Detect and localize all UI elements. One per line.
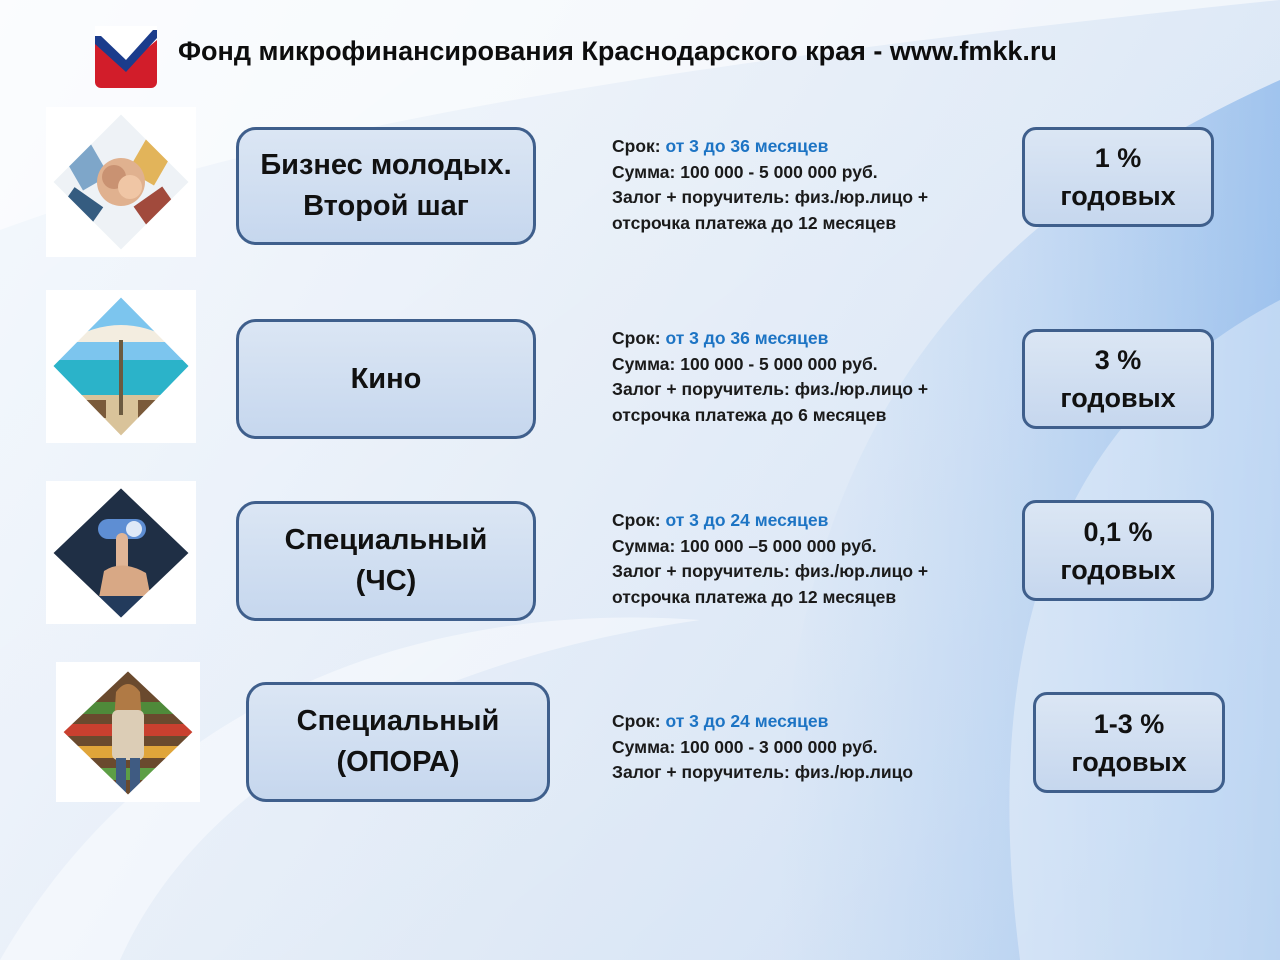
market-shopper-icon: [56, 662, 200, 802]
product-photo-beach: [46, 290, 196, 443]
rate-unit: годовых: [1060, 554, 1176, 585]
product-name-line: Специальный: [284, 524, 488, 556]
product-name-line: Специальный: [296, 705, 500, 737]
term-label: Срок:: [612, 711, 666, 731]
term-line: [612, 134, 992, 160]
rate-unit: годовых: [1071, 746, 1187, 777]
page-title: Фонд микрофинансирования Краснодарского края - www.fmkk.ru: [178, 36, 1057, 66]
product-photo-market: [56, 662, 200, 802]
deferral-line: отсрочка платежа до 6 месяцев: [612, 404, 887, 425]
amount-line: Сумма: 100 000 –5 000 000 руб.: [612, 535, 877, 556]
rate-box: [1022, 500, 1214, 601]
amount-line: Сумма: 100 000 - 5 000 000 руб.: [612, 353, 878, 374]
product-name-box: [236, 501, 536, 621]
product-name-line: (ОПОРА): [336, 746, 460, 778]
product-photo-finger: [46, 481, 196, 624]
finger-toggle-icon: [46, 481, 196, 624]
rate-box: [1033, 692, 1225, 793]
collateral-line: Залог + поручитель: физ./юр.лицо +: [612, 379, 929, 399]
term-line: [612, 508, 992, 534]
term-value: от 3 до 24 месяцев: [665, 510, 829, 530]
term-label: Срок:: [612, 510, 666, 530]
term-line: [612, 709, 992, 735]
rate-unit: годовых: [1060, 383, 1176, 413]
term-value: от 3 до 24 месяцев: [665, 711, 829, 731]
beach-umbrella-icon: [46, 290, 196, 443]
collateral-line: Залог + поручитель: физ./юр.лицо +: [612, 561, 929, 581]
product-details: [612, 709, 992, 786]
amount-line: Сумма: 100 000 - 5 000 000 руб.: [612, 161, 878, 182]
rate-value: 0,1 %: [1083, 516, 1153, 547]
term-value: от 3 до 36 месяцев: [665, 136, 829, 156]
rate-value: 1-3 %: [1093, 708, 1165, 739]
term-line: [612, 326, 992, 352]
hands-together-icon: [46, 107, 196, 257]
product-photo-hands: [46, 107, 196, 257]
fund-logo: [95, 26, 157, 88]
term-value: от 3 до 36 месяцев: [665, 328, 829, 348]
amount-line: Сумма: 100 000 - 3 000 000 руб.: [612, 736, 878, 757]
rate-box: [1022, 127, 1214, 227]
deferral-line: отсрочка платежа до 12 месяцев: [612, 586, 897, 607]
deferral-line: отсрочка платежа до 12 месяцев: [612, 212, 897, 233]
product-name-box: [236, 319, 536, 439]
product-name-box: [246, 682, 550, 802]
rate-value: 1 %: [1094, 143, 1142, 173]
product-name-box: [236, 127, 536, 245]
rate-box: [1022, 329, 1214, 429]
product-name-line: Второй шаг: [303, 190, 469, 222]
collateral-line: Залог + поручитель: физ./юр.лицо +: [612, 187, 929, 207]
product-details: [612, 326, 992, 428]
product-name-line: Бизнес молодых.: [260, 149, 512, 181]
product-details: [612, 134, 992, 236]
rate-value: 3 %: [1094, 345, 1142, 375]
collateral-line: Залог + поручитель: физ./юр.лицо: [612, 762, 914, 782]
term-label: Срок:: [612, 328, 666, 348]
product-name-line: Кино: [350, 362, 422, 395]
product-name-line: (ЧС): [355, 565, 417, 597]
rate-unit: годовых: [1060, 181, 1176, 211]
term-label: Срок:: [612, 136, 666, 156]
product-details: [612, 508, 992, 610]
